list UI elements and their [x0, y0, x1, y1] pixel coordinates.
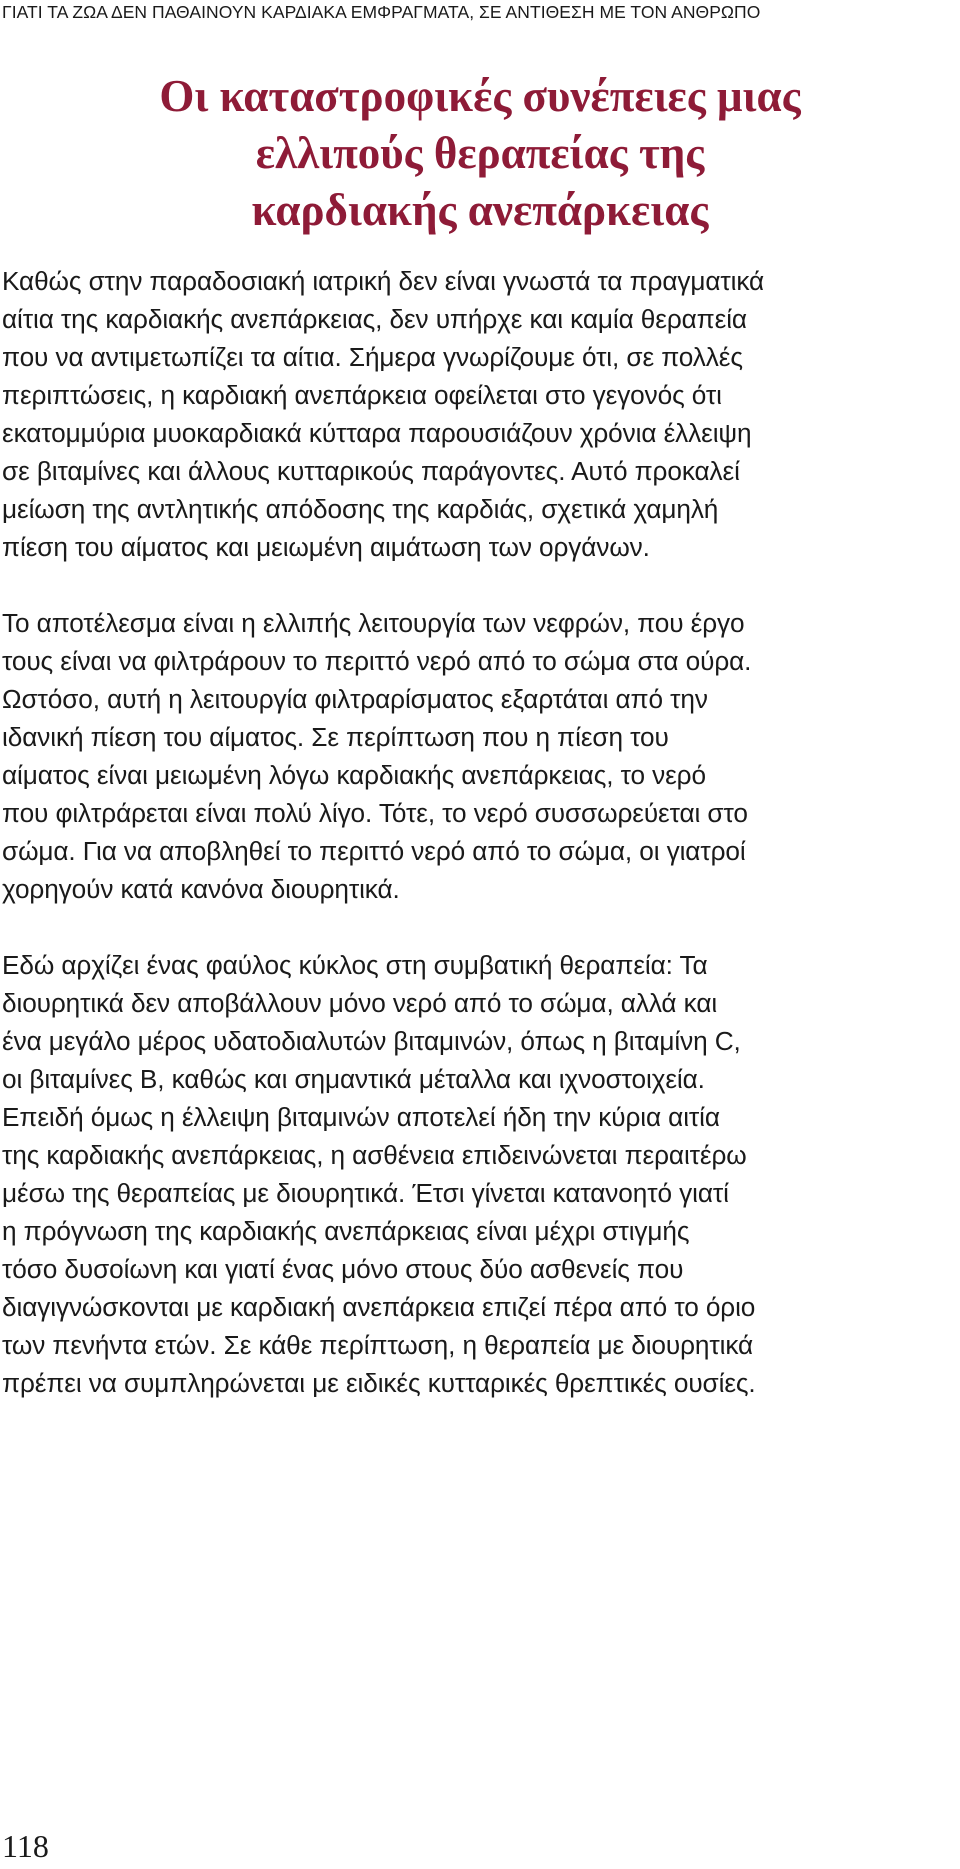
page-title	[100, 68, 860, 239]
running-header: ΓΙΑΤΙ ΤΑ ΖΩΑ ΔΕΝ ΠΑΘΑΙΝΟΥΝ ΚΑΡΔΙΑΚΑ ΕΜΦΡΑΓΜΑΤΑ, ΣΕ ΑΝΤΙΘΕΣΗ ΜΕ ΤΟΝ ΑΝΘΡΩΠΟ	[2, 2, 761, 22]
text-line: σώμα. Για να αποβληθεί το περιττό νερό από το σώμα, οι γιατροί	[2, 836, 746, 866]
text-line: διαγιγνώσκονται με καρδιακή ανεπάρκεια επιζεί πέρα από το όριο	[2, 1292, 756, 1322]
body-text	[2, 262, 958, 1440]
text-line: που να αντιμετωπίζει τα αίτια. Σήμερα γνωρίζουμε ότι, σε πολλές	[2, 342, 743, 372]
text-line: διουρητικά δεν αποβάλλουν μόνο νερό από το σώμα, αλλά και	[2, 988, 718, 1018]
text-line: εκατομμύρια μυοκαρδιακά κύτταρα παρουσιάζουν χρόνια έλλειψη	[2, 418, 752, 448]
text-line: μείωση της αντλητικής απόδοσης της καρδιάς, σχετικά χαμηλή	[2, 494, 719, 524]
paragraph-3	[2, 946, 958, 1402]
page-number: 118	[2, 1828, 49, 1864]
text-line: τόσο δυσοίωνη και γιατί ένας μόνο στους δύο ασθενείς που	[2, 1254, 684, 1284]
text-line: μέσω της θεραπείας με διουρητικά. Έτσι γίνεται κατανοητό γιατί	[2, 1178, 729, 1208]
text-line: Το αποτέλεσμα είναι η ελλιπής λειτουργία των νεφρών, που έργο	[2, 608, 745, 638]
text-line: Επειδή όμως η έλλειψη βιταμινών αποτελεί ήδη την κύρια αιτία	[2, 1102, 720, 1132]
text-line: Εδώ αρχίζει ένας φαύλος κύκλος στη συμβατική θεραπεία: Τα	[2, 950, 708, 980]
text-line: η πρόγνωση της καρδιακής ανεπάρκειας είναι μέχρι στιγμής	[2, 1216, 690, 1246]
text-line: Καθώς στην παραδοσιακή ιατρική δεν είναι γνωστά τα πραγματικά	[2, 266, 765, 296]
text-line: περιπτώσεις, η καρδιακή ανεπάρκεια οφείλεται στο γεγονός ότι	[2, 380, 722, 410]
text-line: Ωστόσο, αυτή η λειτουργία φιλτραρίσματος εξαρτάται από την	[2, 684, 708, 714]
text-line: των πενήντα ετών. Σε κάθε περίπτωση, η θεραπεία με διουρητικά	[2, 1330, 754, 1360]
text-line: χορηγούν κατά κανόνα διουρητικά.	[2, 874, 400, 904]
text-line: της καρδιακής ανεπάρκειας, η ασθένεια επιδεινώνεται περαιτέρω	[2, 1140, 747, 1170]
text-line: πρέπει να συμπληρώνεται με ειδικές κυτταρικές θρεπτικές ουσίες.	[2, 1368, 756, 1398]
text-line: οι βιταμίνες B, καθώς και σημαντικά μέταλλα και ιχνοστοιχεία.	[2, 1064, 705, 1094]
text-line: πίεση του αίματος και μειωμένη αιμάτωση των οργάνων.	[2, 532, 650, 562]
page-title-line: καρδιακής ανεπάρκειας	[251, 185, 709, 235]
page-title-line: ελλιπούς θεραπείας της	[255, 128, 705, 178]
paragraph-2	[2, 604, 958, 908]
page-title-line: Οι καταστροφικές συνέπειες μιας	[159, 71, 801, 121]
text-line: ένα μεγάλο μέρος υδατοδιαλυτών βιταμινών, όπως η βιταμίνη C,	[2, 1026, 741, 1056]
paragraph-1	[2, 262, 958, 566]
text-line: που φιλτράρεται είναι πολύ λίγο. Τότε, το νερό συσσωρεύεται στο	[2, 798, 748, 828]
text-line: αίματος είναι μειωμένη λόγω καρδιακής ανεπάρκειας, το νερό	[2, 760, 706, 790]
text-line: αίτια της καρδιακής ανεπάρκειας, δεν υπήρχε και καμία θεραπεία	[2, 304, 747, 334]
text-line: ιδανική πίεση του αίματος. Σε περίπτωση που η πίεση του	[2, 722, 669, 752]
text-line: σε βιταμίνες και άλλους κυτταρικούς παράγοντες. Αυτό προκαλεί	[2, 456, 740, 486]
text-line: τους είναι να φιλτράρουν το περιττό νερό από το σώμα στα ούρα.	[2, 646, 752, 676]
